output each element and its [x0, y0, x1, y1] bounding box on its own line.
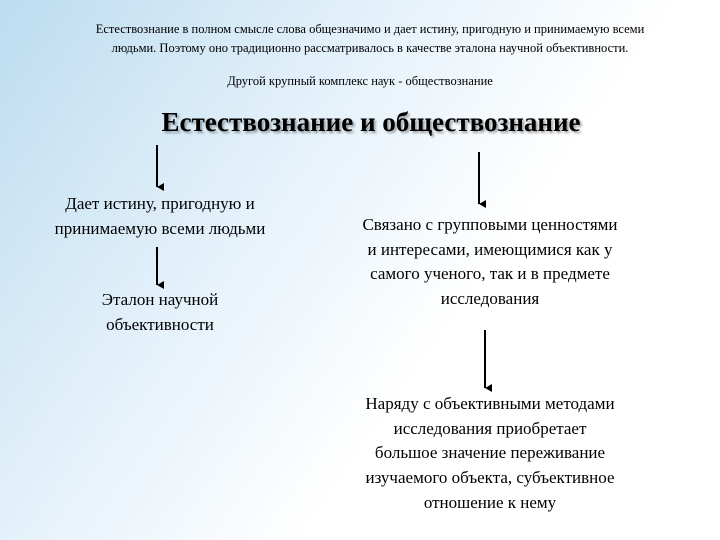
right-box-values-line-2: и интересами, имеющимися как у [367, 239, 613, 259]
diagram-title: Естествознание и обществознание [161, 107, 581, 137]
left-box-standard [40, 288, 280, 337]
right-box-subjective-line-3: большое значение переживание [374, 443, 606, 463]
intro-line-1: Естествознание в полном смысле слова общезначимо и дает истину, пригодную и принимаемую всеми [95, 22, 645, 36]
left-box-standard-line-2: объективности [106, 314, 214, 334]
left-box-standard-line-1: Эталон научной [101, 290, 219, 309]
left-box-truth-line-2: принимаемую всеми людьми [54, 218, 266, 238]
right-box-subjective-line-2: исследования приобретает [393, 418, 587, 438]
right-box-subjective-line-5: отношение к нему [423, 492, 557, 512]
left-box-truth-line-1: Дает истину, пригодную и [65, 194, 255, 213]
right-box-values-line-4: исследования [440, 288, 540, 308]
right-box-values [322, 213, 658, 312]
right-box-values-line-3: самого ученого, так и в предмете [370, 264, 610, 284]
right-box-subjective-line-1: Наряду с объективными методами [365, 394, 615, 413]
subtitle: Другой крупный комплекс наук - обществознание [227, 74, 493, 88]
right-box-subjective [322, 392, 658, 515]
right-box-subjective-line-4: изучаемого объекта, субъективное [365, 467, 615, 487]
left-box-truth [20, 192, 300, 241]
right-box-values-line-1: Связано с групповыми ценностями [362, 215, 618, 234]
intro-line-2: людьми. Поэтому оно традиционно рассматривалось в качестве эталона научной объективности. [111, 41, 629, 56]
